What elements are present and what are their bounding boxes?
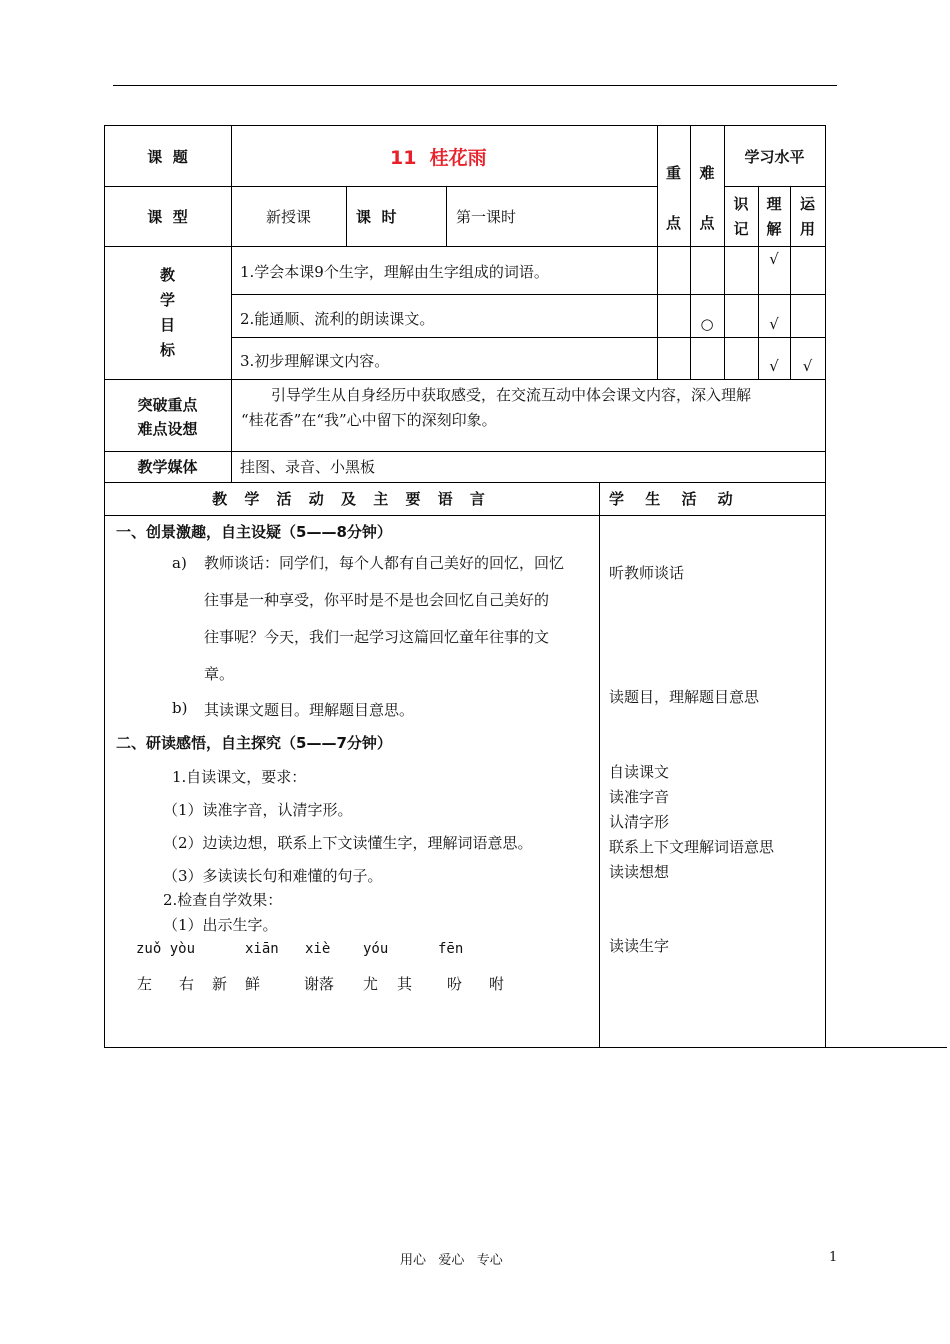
character: 其 bbox=[397, 975, 413, 993]
breakthrough-label: 突破重点 难点设想 bbox=[137, 396, 198, 438]
table-rule bbox=[104, 186, 657, 187]
paragraph-line: 教师谈话：同学们，每个人都有自己美好的回忆，回忆 bbox=[204, 554, 565, 572]
character: 尤 bbox=[363, 975, 379, 993]
student-activity-header: 学 生 活 动 bbox=[609, 490, 741, 508]
table-border-bottom bbox=[104, 1047, 947, 1048]
goal-item: 2.能通顺、流利的朗读课文。 bbox=[240, 310, 435, 328]
period-label: 课 时 bbox=[356, 208, 397, 226]
paragraph-line: 章。 bbox=[204, 665, 235, 683]
difficult-point-header: 难 点 bbox=[699, 164, 715, 232]
student-activity: 自读课文 bbox=[609, 763, 670, 781]
table-rule bbox=[104, 451, 826, 452]
requirement-item: （1）出示生字。 bbox=[163, 916, 278, 934]
media-label: 教学媒体 bbox=[137, 458, 198, 476]
table-rule bbox=[724, 186, 826, 187]
pinyin: yóu bbox=[363, 941, 389, 957]
requirement-item: （3）多读读长句和难懂的句子。 bbox=[163, 867, 383, 885]
type-label: 课 型 bbox=[147, 208, 188, 226]
student-activity: 读读想想 bbox=[609, 863, 670, 881]
goal-item: 1.学会本课9个生字，理解由生字组成的词语。 bbox=[240, 263, 549, 281]
footer-motto: 用心 爱心 专心 bbox=[400, 1253, 503, 1268]
list-marker: a) bbox=[172, 554, 187, 572]
character: 咐 bbox=[489, 975, 505, 993]
list-item: 其读课文题目。理解题目意思。 bbox=[204, 701, 415, 719]
goal-mark-apply: √ bbox=[802, 357, 813, 375]
section-title: 二、研读感悟，自主探究（5——7分钟） bbox=[116, 734, 392, 752]
step-item: 2.检查自学效果： bbox=[163, 891, 283, 909]
character: 右 bbox=[179, 975, 195, 993]
requirement-item: （1）读准字音，认清字形。 bbox=[163, 801, 353, 819]
character: 谢落 bbox=[304, 975, 335, 993]
table-rule bbox=[231, 337, 826, 338]
type-value: 新授课 bbox=[265, 208, 311, 226]
pinyin: zuǒ yòu bbox=[136, 941, 196, 957]
lesson-label: 课 题 bbox=[147, 148, 188, 166]
student-activity: 读读生字 bbox=[609, 937, 670, 955]
teacher-activity-header: 教 学 活 动 及 主 要 语 言 bbox=[212, 490, 491, 508]
goal-mark-difficult: ○ bbox=[700, 315, 714, 333]
list-marker: b) bbox=[172, 699, 188, 717]
paragraph-line: 往事呢？今天，我们一起学习这篇回忆童年往事的文 bbox=[204, 628, 550, 646]
student-activity: 读题目，理解题目意思 bbox=[609, 688, 760, 706]
level-apply-header: 运 用 bbox=[799, 195, 815, 238]
goal-mark-understand: √ bbox=[769, 250, 779, 268]
lesson-title: 11 桂花雨 bbox=[390, 147, 487, 169]
character: 左 bbox=[137, 975, 153, 993]
breakthrough-text: 引导学生从自身经历中获取感受，在交流互动中体会课文内容，深入理解 bbox=[271, 386, 752, 404]
pinyin: xiè bbox=[305, 941, 331, 957]
table-rule bbox=[231, 125, 232, 482]
pinyin: xiān bbox=[245, 941, 279, 957]
section-title: 一、创景激趣，自主设疑（5——8分钟） bbox=[116, 523, 392, 541]
requirement-item: （2）边读边想，联系上下文读懂生字，理解词语意思。 bbox=[163, 834, 533, 852]
student-activity: 读准字音 bbox=[609, 788, 670, 806]
header-rule bbox=[113, 85, 837, 86]
student-activity: 联系上下文理解词语意思 bbox=[609, 838, 775, 856]
page-number: 1 bbox=[829, 1250, 838, 1265]
character: 新 bbox=[212, 975, 228, 993]
step-item: 1.自读课文，要求： bbox=[172, 768, 307, 786]
breakthrough-text: “桂花香”在“我”心中留下的深刻印象。 bbox=[241, 411, 497, 429]
table-rule bbox=[346, 186, 347, 246]
table-rule bbox=[104, 482, 826, 483]
goal-mark-understand: √ bbox=[769, 315, 779, 333]
goal-mark-understand: √ bbox=[769, 357, 779, 375]
character: 吩 bbox=[447, 975, 463, 993]
table-rule bbox=[231, 294, 826, 295]
table-border-right bbox=[825, 125, 826, 1048]
pinyin: fēn bbox=[438, 941, 464, 957]
student-activity: 听教师谈话 bbox=[609, 564, 685, 582]
goal-item: 3.初步理解课文内容。 bbox=[240, 352, 390, 370]
student-activity-list bbox=[609, 760, 774, 885]
goals-label: 教 学 目 标 bbox=[159, 266, 175, 359]
level-remember-header: 识 记 bbox=[733, 195, 749, 238]
table-border-top bbox=[104, 125, 826, 126]
key-point-header: 重 点 bbox=[665, 164, 681, 232]
table-rule bbox=[104, 515, 826, 516]
learning-level-header: 学习水平 bbox=[744, 148, 805, 166]
level-understand-header: 理 解 bbox=[766, 195, 782, 238]
table-rule bbox=[104, 379, 826, 380]
period-value: 第一课时 bbox=[456, 208, 517, 226]
student-activity: 认清字形 bbox=[609, 813, 670, 831]
table-rule bbox=[446, 186, 447, 246]
teacher-talk bbox=[204, 545, 596, 693]
media-value: 挂图、录音、小黑板 bbox=[240, 458, 376, 476]
character: 鲜 bbox=[245, 975, 261, 993]
table-rule bbox=[599, 482, 600, 1048]
paragraph-line: 往事是一种享受，你平时是不是也会回忆自己美好的 bbox=[204, 591, 550, 609]
